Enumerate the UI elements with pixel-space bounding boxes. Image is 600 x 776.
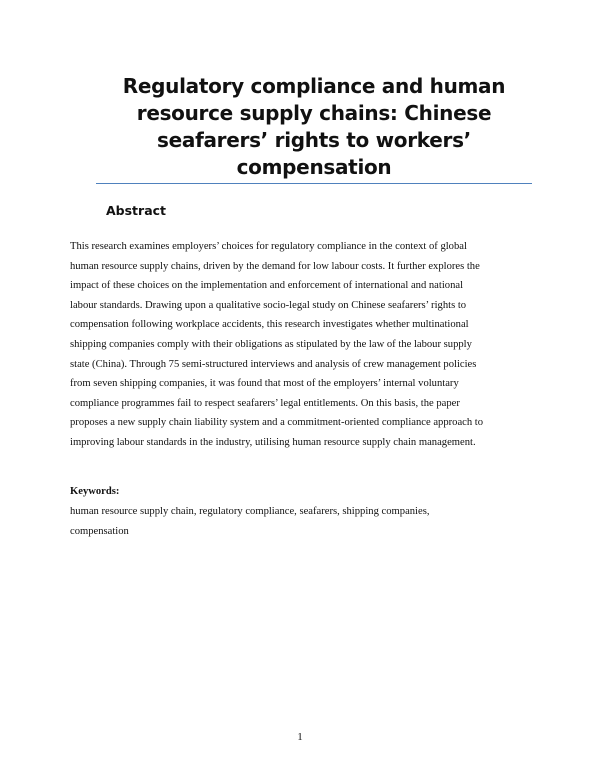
title-line: compensation <box>236 155 392 179</box>
abstract-line: state (China). Through 75 semi-structured interviews and analysis of crew management policies <box>70 358 477 370</box>
keywords-line: compensation <box>70 526 129 537</box>
abstract-text <box>70 237 540 453</box>
abstract-line: improving labour standards in the industry, utilising human resource supply chain management. <box>70 436 476 448</box>
title-underline-rule <box>96 183 532 184</box>
abstract-line: compliance programmes fail to respect seafarers’ legal entitlements. On this basis, the paper <box>70 397 460 409</box>
paper-title <box>96 73 532 181</box>
keywords-heading: Keywords: <box>70 486 120 497</box>
abstract-heading: Abstract <box>106 203 167 218</box>
abstract-line: This research examines employers’ choices for regulatory compliance in the context of global <box>70 241 467 252</box>
abstract-line: compensation following workplace accidents, this research investigates whether multinational <box>70 319 469 331</box>
title-line: resource supply chains: Chinese <box>136 101 492 125</box>
abstract-line: shipping companies comply with their obligations as stipulated by the law of the labour supply <box>70 338 472 350</box>
abstract-line: human resource supply chains, driven by the demand for low labour costs. It further explores the <box>70 260 480 272</box>
keywords-line: human resource supply chain, regulatory compliance, seafarers, shipping companies, <box>70 506 430 517</box>
title-line: Regulatory compliance and human <box>122 74 506 98</box>
abstract-line: impact of these choices on the implementation and enforcement of international and national <box>70 280 464 292</box>
abstract-line: labour standards. Drawing upon a qualitative socio-legal study on Chinese seafarers’ rights to <box>70 299 467 311</box>
abstract-line: proposes a new supply chain liability system and a commitment-oriented compliance approach to <box>70 417 484 429</box>
abstract-line: from seven shipping companies, it was found that most of the employers’ internal voluntary <box>70 378 459 390</box>
keywords-text <box>70 502 540 542</box>
page-number: 1 <box>297 731 303 743</box>
title-line: seafarers’ rights to workers’ <box>157 128 471 152</box>
